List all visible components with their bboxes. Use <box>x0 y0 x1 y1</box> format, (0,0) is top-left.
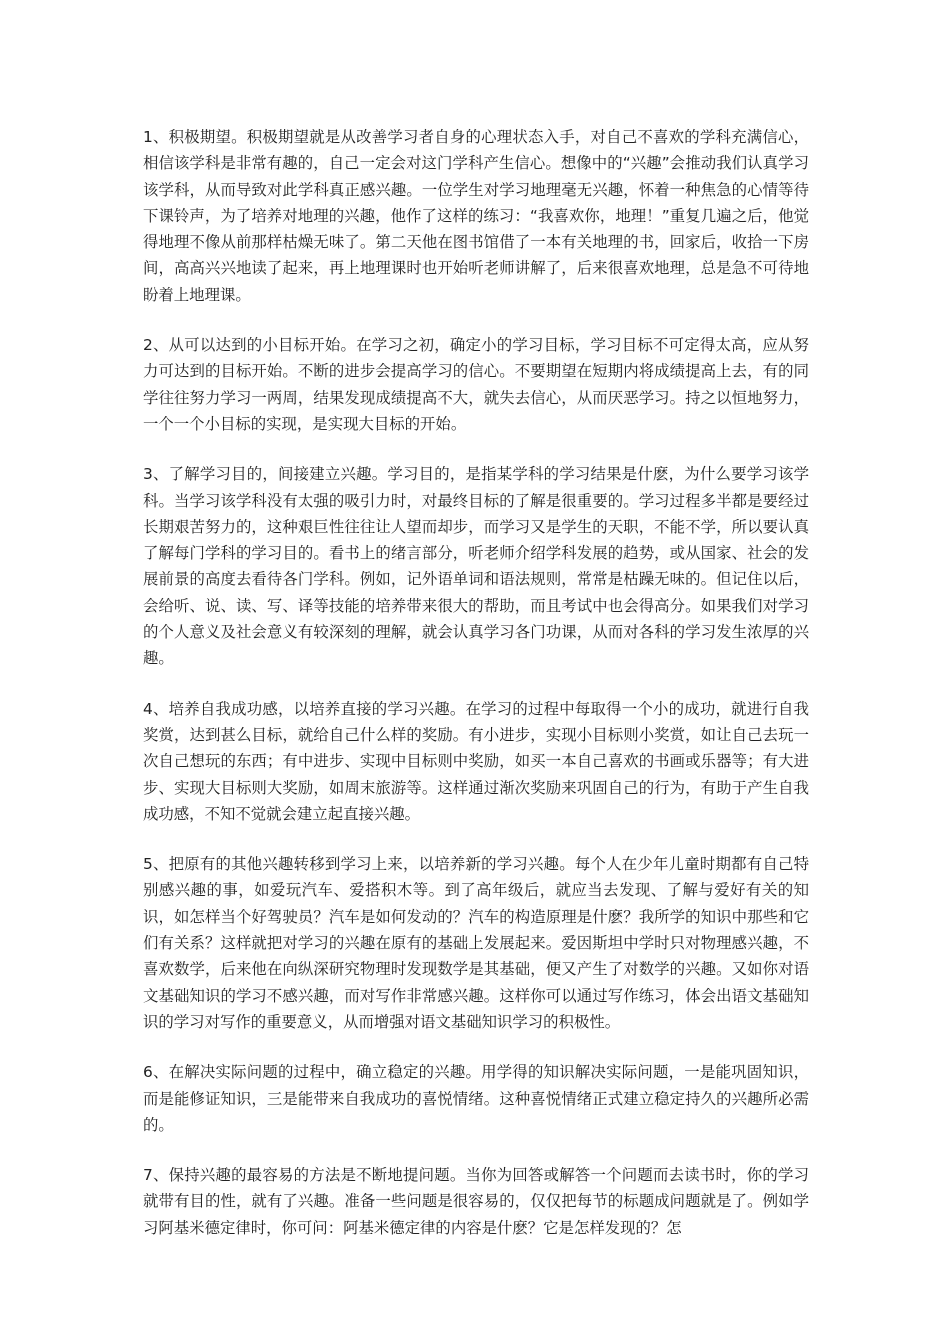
paragraph-4: 4、培养自我成功感，以培养直接的学习兴趣。在学习的过程中每取得一个小的成功，就进行自我奖赏，达到甚么目标，就给自己什么样的奖励。有小进步，实现小目标则小奖赏，如让自己去玩一次自己想玩的东西；有中进步、实现中目标则中奖励，如买一本自己喜欢的书画或乐器等；有大进步、实现大目标则大奖励，如周末旅游等。这样通过渐次奖励来巩固自己的行为，有助于产生自我成功感，不知不觉就会建立起直接兴趣。 <box>143 699 809 823</box>
document-body <box>143 124 809 1265</box>
paragraph-5: 5、把原有的其他兴趣转移到学习上来，以培养新的学习兴趣。每个人在少年儿童时期都有自己特别感兴趣的事，如爱玩汽车、爱搭积木等。到了高年级后，就应当去发现、了解与爱好有关的知识，如怎样当个好驾驶员？汽车是如何发动的？汽车的构造原理是什麽？我所学的知识中那些和它们有关系？这样就把对学习的兴趣在原有的基础上发展起来。爱因斯坦中学时只对物理感兴趣，不喜欢数学，后来他在向纵深研究物理时发现数学是其基础，便又产生了对数学的兴趣。又如你对语文基础知识的学习不感兴趣，而对写作非常感兴趣。这样你可以通过写作练习，体会出语文基础知识的学习对写作的重要意义，从而增强对语文基础知识学习的积极性。 <box>143 855 809 1031</box>
paragraph-3: 3、了解学习目的，间接建立兴趣。学习目的，是指某学科的学习结果是什麽，为什么要学习该学科。当学习该学科没有太强的吸引力时，对最终目标的了解是很重要的。学习过程多半都是要经过长期艰苦努力的，这种艰巨性往往让人望而却步，而学习又是学生的天职，不能不学，所以要认真了解每门学科的学习目的。看书上的绪言部分，听老师介绍学科发展的趋势，或从国家、社会的发展前景的高度去看待各门学科。例如，记外语单词和语法规则，常常是枯躁无味的。但记住以后，会给听、说、读、写、译等技能的培养带来很大的帮助，而且考试中也会得高分。如果我们对学习的个人意义及社会意义有较深刻的理解，就会认真学习各门功课，从而对各科的学习发生浓厚的兴趣。 <box>143 465 809 668</box>
paragraph-7: 7、保持兴趣的最容易的方法是不断地提问题。当你为回答或解答一个问题而去读书时，你的学习就带有目的性，就有了兴趣。准备一些问题是很容易的，仅仅把每节的标题成问题就是了。例如学习阿基米德定律时，你可问：阿基米德定律的内容是什麽？它是怎样发现的？怎 <box>143 1166 809 1237</box>
paragraph-1: 1、积极期望。积极期望就是从改善学习者自身的心理状态入手，对自己不喜欢的学科充满信心，相信该学科是非常有趣的，自己一定会对这门学科产生信心。想像中的“兴趣”会推动我们认真学习该学科，从而导致对此学科真正感兴趣。一位学生对学习地理毫无兴趣，怀着一种焦急的心情等待下课铃声，为了培养对地理的兴趣，他作了这样的练习：“我喜欢你，地理！”重复几遍之后，他觉得地理不像从前那样枯燥无味了。第二天他在图书馆借了一本有关地理的书，回家后，收拾一下房间，高高兴兴地读了起来，再上地理课时也开始听老师讲解了，后来很喜欢地理，总是急不可待地盼着上地理课。 <box>143 128 809 304</box>
paragraph-6: 6、在解决实际问题的过程中，确立稳定的兴趣。用学得的知识解决实际问题，一是能巩固知识，而是能修证知识，三是能带来自我成功的喜悦情绪。这种喜悦情绪正式建立稳定持久的兴趣所必需的。 <box>143 1063 809 1134</box>
paragraph-2: 2、从可以达到的小目标开始。在学习之初，确定小的学习目标，学习目标不可定得太高，应从努力可达到的目标开始。不断的进步会提高学习的信心。不要期望在短期内将成绩提高上去，有的同学往往努力学习一两周，结果发现成绩提高不大，就失去信心，从而厌恶学习。持之以恒地努力，一个一个小目标的实现，是实现大目标的开始。 <box>143 336 809 433</box>
